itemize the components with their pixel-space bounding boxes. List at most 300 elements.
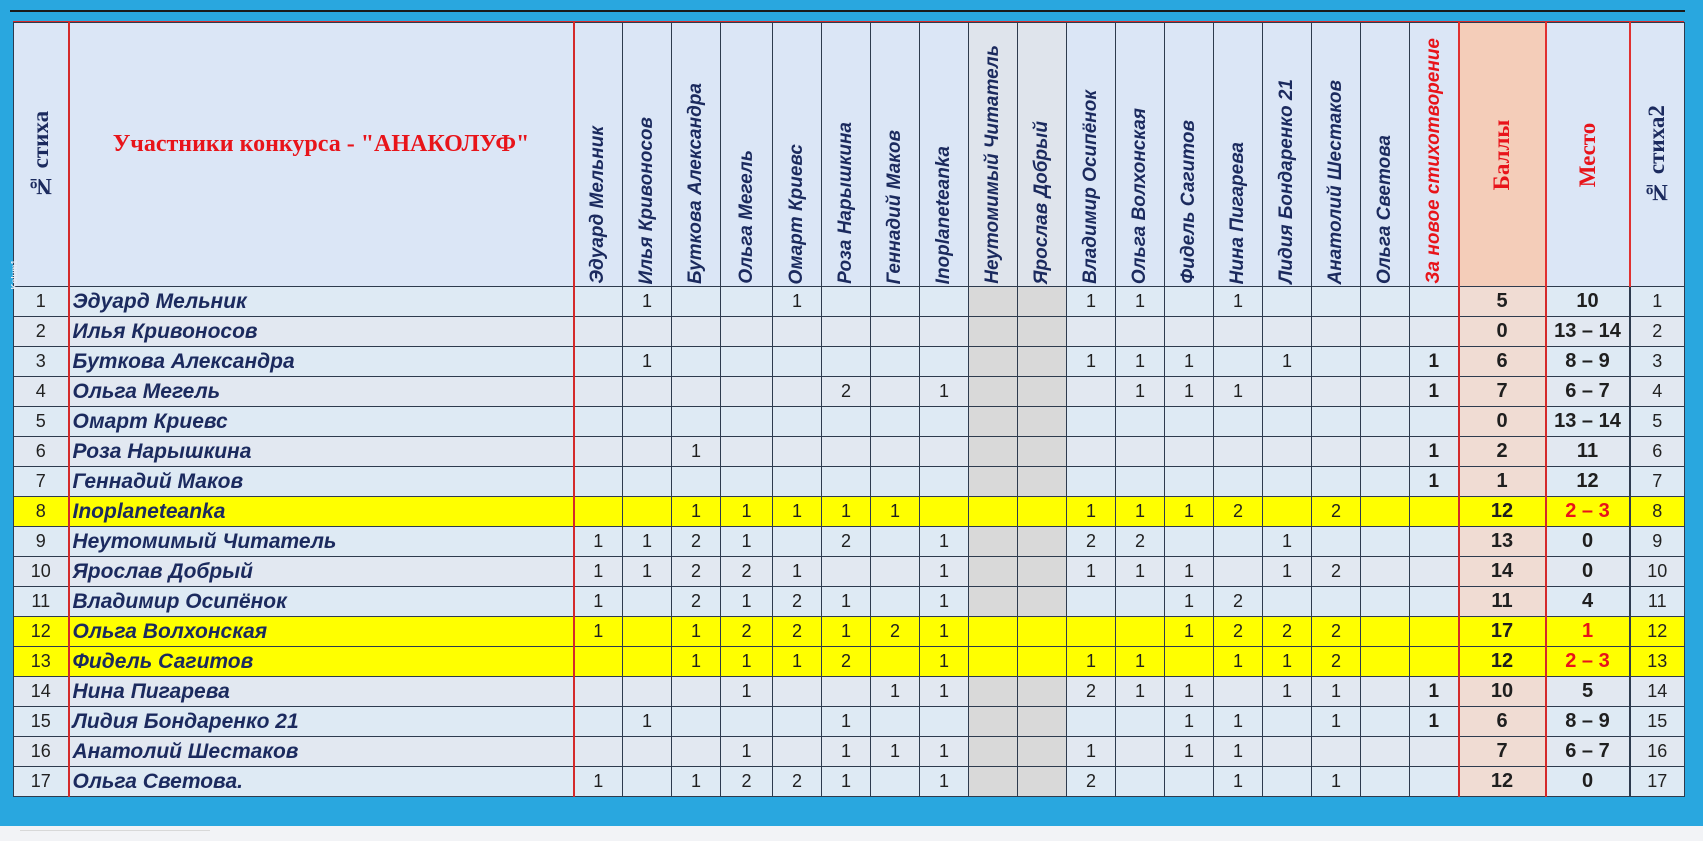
- voter-header-label: Роза Нарышкина: [835, 122, 856, 284]
- vote-cell: [969, 497, 1018, 527]
- vote-cell: [969, 317, 1018, 347]
- voter-header-17: [1361, 23, 1410, 287]
- vote-cell: [1312, 737, 1361, 767]
- vote-cell: 1: [920, 587, 969, 617]
- vote-cell: [822, 437, 871, 467]
- participant-name-cell: Буткова Александра: [69, 347, 574, 377]
- vote-cell: [1214, 407, 1263, 437]
- vote-cell: [574, 737, 623, 767]
- vote-cell: 1: [871, 677, 920, 707]
- vote-cell: 1: [773, 647, 822, 677]
- vote-cell: [920, 437, 969, 467]
- vote-cell: 1: [623, 557, 672, 587]
- header-row: [14, 23, 1685, 287]
- score-cell: 12: [1459, 767, 1546, 797]
- vote-cell: 1: [623, 347, 672, 377]
- vote-cell: 1: [1165, 557, 1214, 587]
- vote-cell: 1: [822, 707, 871, 737]
- vote-cell: [1165, 467, 1214, 497]
- poem-number-cell: 16: [14, 737, 69, 767]
- vote-cell: [822, 317, 871, 347]
- poem-number-cell: 13: [14, 647, 69, 677]
- vote-cell: [1361, 527, 1410, 557]
- vote-cell: [1361, 617, 1410, 647]
- participant-name-cell: Геннадий Маков: [69, 467, 574, 497]
- vote-cell: [1361, 587, 1410, 617]
- poem-number-header-label: № стиха: [27, 110, 53, 199]
- vote-cell: 2: [1067, 677, 1116, 707]
- voter-header-6: [822, 23, 871, 287]
- place-cell: 4: [1546, 587, 1630, 617]
- new-poem-cell: [1410, 407, 1459, 437]
- vote-cell: 1: [773, 497, 822, 527]
- poem-number-cell: 9: [14, 527, 69, 557]
- vote-cell: [1361, 677, 1410, 707]
- place-cell: 2 – 3: [1546, 647, 1630, 677]
- vote-cell: [773, 437, 822, 467]
- vote-cell: 1: [920, 377, 969, 407]
- vote-cell: [721, 347, 773, 377]
- vote-cell: [969, 737, 1018, 767]
- new-poem-cell: [1410, 647, 1459, 677]
- voter-header-label: Неутомимый Читатель: [982, 45, 1003, 284]
- vote-cell: [1018, 707, 1067, 737]
- vote-cell: 1: [920, 677, 969, 707]
- vote-cell: [1263, 287, 1312, 317]
- participant-name-cell: Ольга Светова.: [69, 767, 574, 797]
- vote-cell: 2: [672, 587, 721, 617]
- place-cell: 12: [1546, 467, 1630, 497]
- vote-cell: [574, 497, 623, 527]
- vote-cell: [672, 707, 721, 737]
- voter-header-label: Ольга Волхонская: [1129, 107, 1150, 284]
- voter-header-1: [574, 23, 623, 287]
- vote-cell: [672, 377, 721, 407]
- vote-cell: [1116, 407, 1165, 437]
- vote-cell: [672, 677, 721, 707]
- vote-cell: 1: [1214, 767, 1263, 797]
- vote-cell: 1: [1263, 527, 1312, 557]
- score-cell: 0: [1459, 317, 1546, 347]
- vote-cell: 1: [1116, 647, 1165, 677]
- vote-cell: [1312, 347, 1361, 377]
- vote-cell: 1: [1214, 707, 1263, 737]
- vote-cell: [672, 467, 721, 497]
- vote-cell: 1: [1214, 737, 1263, 767]
- vote-cell: 1: [1067, 647, 1116, 677]
- table-row: [14, 737, 1685, 767]
- vote-cell: 1: [1116, 557, 1165, 587]
- score-cell: 12: [1459, 497, 1546, 527]
- poem-number2-cell: 16: [1630, 737, 1685, 767]
- vote-cell: [623, 407, 672, 437]
- place-cell: 6 – 7: [1546, 737, 1630, 767]
- vote-cell: [1361, 287, 1410, 317]
- place-header: [1546, 23, 1630, 287]
- vote-cell: [871, 287, 920, 317]
- poem-number2-cell: 3: [1630, 347, 1685, 377]
- vote-cell: 2: [1312, 617, 1361, 647]
- vote-cell: [969, 467, 1018, 497]
- new-poem-cell: 1: [1410, 707, 1459, 737]
- contest-title-header: [69, 23, 574, 287]
- voter-header-label: Ольга Мегель: [735, 150, 757, 284]
- vote-cell: [969, 407, 1018, 437]
- score-table-body: [14, 287, 1685, 797]
- participant-name-cell: Эдуард Мельник: [69, 287, 574, 317]
- poem-number2-cell: 6: [1630, 437, 1685, 467]
- vote-cell: [1263, 497, 1312, 527]
- vote-cell: [1018, 437, 1067, 467]
- vote-cell: [822, 287, 871, 317]
- vote-cell: [969, 647, 1018, 677]
- table-row: [14, 347, 1685, 377]
- poem-number-cell: 6: [14, 437, 69, 467]
- vote-cell: 1: [871, 737, 920, 767]
- vote-cell: [1214, 347, 1263, 377]
- vote-cell: [822, 557, 871, 587]
- voter-header-label: Inoplaneteanka: [933, 145, 954, 284]
- score-cell: 5: [1459, 287, 1546, 317]
- vote-cell: [773, 347, 822, 377]
- voter-header-label: Геннадий Маков: [884, 129, 905, 284]
- score-cell: 13: [1459, 527, 1546, 557]
- vote-cell: [969, 437, 1018, 467]
- vote-cell: 1: [721, 497, 773, 527]
- vote-cell: 1: [1116, 347, 1165, 377]
- voter-header-label: Лидия Бондаренко 21: [1276, 79, 1297, 284]
- vote-cell: [1361, 707, 1410, 737]
- participant-name-cell: Анатолий Шестаков: [69, 737, 574, 767]
- vote-cell: [1214, 317, 1263, 347]
- new-poem-cell: 1: [1410, 677, 1459, 707]
- vote-cell: [871, 557, 920, 587]
- poem-number-cell: 8: [14, 497, 69, 527]
- vote-cell: [920, 347, 969, 377]
- score-cell: 7: [1459, 737, 1546, 767]
- poem-number-cell: 3: [14, 347, 69, 377]
- new-poem-cell: [1410, 767, 1459, 797]
- vote-cell: [574, 467, 623, 497]
- new-poem-cell: 1: [1410, 377, 1459, 407]
- place-cell: 0: [1546, 527, 1630, 557]
- vote-cell: [1361, 347, 1410, 377]
- vote-cell: [1018, 737, 1067, 767]
- vote-cell: [1263, 467, 1312, 497]
- score-cell: 7: [1459, 377, 1546, 407]
- place-cell: 11: [1546, 437, 1630, 467]
- vote-cell: 2: [1067, 767, 1116, 797]
- vote-cell: 2: [1214, 497, 1263, 527]
- vote-cell: [1067, 377, 1116, 407]
- poem-number2-cell: 17: [1630, 767, 1685, 797]
- vote-cell: 2: [1312, 557, 1361, 587]
- vote-cell: [1165, 437, 1214, 467]
- vote-cell: [969, 617, 1018, 647]
- vote-cell: [721, 287, 773, 317]
- vote-cell: 1: [574, 587, 623, 617]
- vote-cell: [1312, 287, 1361, 317]
- poem-number-cell: 12: [14, 617, 69, 647]
- vote-cell: [1361, 497, 1410, 527]
- voter-header-9: [969, 23, 1018, 287]
- vote-cell: [871, 647, 920, 677]
- vote-cell: [822, 467, 871, 497]
- vote-cell: [1361, 647, 1410, 677]
- new-poem-cell: [1410, 617, 1459, 647]
- vote-cell: [871, 437, 920, 467]
- vote-cell: 2: [672, 557, 721, 587]
- vote-cell: 1: [920, 767, 969, 797]
- vote-cell: [871, 767, 920, 797]
- vote-cell: [1018, 317, 1067, 347]
- table-row: [14, 647, 1685, 677]
- vote-cell: [1116, 707, 1165, 737]
- vote-cell: 1: [1067, 557, 1116, 587]
- vote-cell: 2: [773, 767, 822, 797]
- place-cell: 2 – 3: [1546, 497, 1630, 527]
- vote-cell: [623, 317, 672, 347]
- vote-cell: 2: [721, 767, 773, 797]
- vote-cell: [1067, 707, 1116, 737]
- vote-cell: [1018, 557, 1067, 587]
- participant-name-cell: Владимир Осипёнок: [69, 587, 574, 617]
- vote-cell: 2: [672, 527, 721, 557]
- vote-cell: 1: [1165, 677, 1214, 707]
- voter-header-label: Владимир Осипёнок: [1080, 90, 1101, 284]
- vote-cell: 2: [1214, 587, 1263, 617]
- vote-cell: 1: [773, 557, 822, 587]
- vote-cell: [1116, 737, 1165, 767]
- vote-cell: [1018, 287, 1067, 317]
- vote-cell: [822, 677, 871, 707]
- vote-cell: [920, 497, 969, 527]
- score-table: [10, 22, 1685, 797]
- score-cell: 14: [1459, 557, 1546, 587]
- voter-header-4: [721, 23, 773, 287]
- new-poem-cell: [1410, 527, 1459, 557]
- score-cell: 12: [1459, 647, 1546, 677]
- new-poem-cell: 1: [1410, 347, 1459, 377]
- poem-number-cell: 10: [14, 557, 69, 587]
- vote-cell: 1: [1165, 737, 1214, 767]
- vote-cell: [1018, 767, 1067, 797]
- vote-cell: [623, 587, 672, 617]
- voter-header-label: Эдуард Мельник: [587, 126, 609, 284]
- new-poem-cell: 1: [1410, 467, 1459, 497]
- vote-cell: [871, 347, 920, 377]
- vote-cell: 2: [1263, 617, 1312, 647]
- vote-cell: 1: [1165, 377, 1214, 407]
- vote-cell: [672, 347, 721, 377]
- vote-cell: 1: [1263, 677, 1312, 707]
- vote-cell: [1312, 467, 1361, 497]
- vote-cell: 1: [623, 527, 672, 557]
- vote-cell: [623, 617, 672, 647]
- vote-cell: [721, 407, 773, 437]
- poem-number2-cell: 2: [1630, 317, 1685, 347]
- vote-cell: [1116, 587, 1165, 617]
- bottom-divider: [20, 830, 210, 831]
- vote-cell: [773, 467, 822, 497]
- new-poem-header: [1410, 23, 1459, 287]
- vote-cell: 2: [773, 587, 822, 617]
- poem-number2-header-label: № стиха2: [1644, 104, 1670, 205]
- vote-cell: 1: [672, 617, 721, 647]
- vote-cell: [623, 467, 672, 497]
- vote-cell: 1: [1165, 497, 1214, 527]
- poem-number-cell: 1: [14, 287, 69, 317]
- new-poem-cell: 1: [1410, 437, 1459, 467]
- vote-cell: 1: [1263, 647, 1312, 677]
- poem-number2-cell: 11: [1630, 587, 1685, 617]
- place-cell: 8 – 9: [1546, 347, 1630, 377]
- vote-cell: [574, 437, 623, 467]
- vote-cell: [1165, 647, 1214, 677]
- vote-cell: [1165, 407, 1214, 437]
- vote-cell: 1: [920, 617, 969, 647]
- table-row: [14, 767, 1685, 797]
- vote-cell: 1: [1312, 707, 1361, 737]
- poem-number2-cell: 9: [1630, 527, 1685, 557]
- vote-cell: [1361, 437, 1410, 467]
- vote-cell: [969, 587, 1018, 617]
- poem-number2-cell: 13: [1630, 647, 1685, 677]
- vote-cell: [1214, 527, 1263, 557]
- new-poem-cell: [1410, 317, 1459, 347]
- vote-cell: [773, 707, 822, 737]
- vote-cell: [1067, 617, 1116, 647]
- vote-cell: 2: [773, 617, 822, 647]
- participant-name-cell: Илья Кривоносов: [69, 317, 574, 347]
- vote-cell: [1116, 437, 1165, 467]
- voter-header-5: [773, 23, 822, 287]
- vote-cell: 1: [822, 497, 871, 527]
- vote-cell: [1312, 317, 1361, 347]
- participant-name-cell: Лидия Бондаренко 21: [69, 707, 574, 737]
- participant-name-cell: Неутомимый Читатель: [69, 527, 574, 557]
- vote-cell: [1263, 587, 1312, 617]
- vote-cell: [574, 677, 623, 707]
- vote-cell: 2: [1214, 617, 1263, 647]
- score-header: [1459, 23, 1546, 287]
- vote-cell: [1165, 317, 1214, 347]
- voter-header-11: [1067, 23, 1116, 287]
- vote-cell: [672, 287, 721, 317]
- score-cell: 6: [1459, 347, 1546, 377]
- vote-cell: [1361, 317, 1410, 347]
- vote-cell: [623, 767, 672, 797]
- vote-cell: [1018, 647, 1067, 677]
- vote-cell: 1: [920, 647, 969, 677]
- vote-cell: 1: [1116, 287, 1165, 317]
- vote-cell: 2: [721, 557, 773, 587]
- vote-cell: 2: [1312, 647, 1361, 677]
- vote-cell: 1: [822, 737, 871, 767]
- vote-cell: [969, 287, 1018, 317]
- place-header-label: Место: [1574, 122, 1600, 187]
- vote-cell: [1361, 467, 1410, 497]
- vote-cell: [871, 587, 920, 617]
- vote-cell: [920, 287, 969, 317]
- vote-cell: [1067, 407, 1116, 437]
- poem-number2-cell: 15: [1630, 707, 1685, 737]
- vote-cell: [574, 647, 623, 677]
- vote-cell: [1165, 527, 1214, 557]
- vote-cell: [1116, 767, 1165, 797]
- poem-number-cell: 17: [14, 767, 69, 797]
- voter-header-label: Ольга Светова: [1374, 135, 1395, 284]
- vote-cell: [721, 707, 773, 737]
- vote-cell: [721, 467, 773, 497]
- vote-cell: [1018, 407, 1067, 437]
- vote-cell: 1: [672, 437, 721, 467]
- vote-cell: [1263, 377, 1312, 407]
- vote-cell: [721, 377, 773, 407]
- voter-header-16: [1312, 23, 1361, 287]
- vote-cell: [773, 377, 822, 407]
- new-poem-header-label: За новое стихотворение: [1422, 38, 1444, 284]
- vote-cell: 1: [1312, 767, 1361, 797]
- column-tag-label: Kolum1: [10, 260, 19, 290]
- poem-number2-cell: 8: [1630, 497, 1685, 527]
- vote-cell: [1312, 527, 1361, 557]
- vote-cell: [1018, 347, 1067, 377]
- table-row: [14, 287, 1685, 317]
- vote-cell: 1: [721, 647, 773, 677]
- vote-cell: 2: [721, 617, 773, 647]
- vote-cell: 2: [822, 647, 871, 677]
- vote-cell: 2: [1312, 497, 1361, 527]
- voter-header-8: [920, 23, 969, 287]
- vote-cell: [574, 407, 623, 437]
- poem-number2-header: [1630, 23, 1685, 287]
- place-cell: 0: [1546, 557, 1630, 587]
- vote-cell: [1067, 467, 1116, 497]
- participant-name-cell: Inoplaneteanka: [69, 497, 574, 527]
- vote-cell: 1: [574, 617, 623, 647]
- poem-number2-cell: 12: [1630, 617, 1685, 647]
- table-row: [14, 557, 1685, 587]
- new-poem-cell: [1410, 497, 1459, 527]
- vote-cell: [574, 707, 623, 737]
- vote-cell: [1214, 437, 1263, 467]
- voter-header-label: Буткова Александра: [685, 83, 706, 284]
- vote-cell: 1: [1214, 647, 1263, 677]
- vote-cell: [623, 737, 672, 767]
- new-poem-cell: [1410, 737, 1459, 767]
- vote-cell: [1263, 437, 1312, 467]
- score-cell: 1: [1459, 467, 1546, 497]
- vote-cell: 1: [623, 707, 672, 737]
- participant-name-cell: Ольга Мегель: [69, 377, 574, 407]
- vote-cell: [1361, 767, 1410, 797]
- vote-cell: 1: [1214, 377, 1263, 407]
- vote-cell: 1: [920, 557, 969, 587]
- score-cell: 0: [1459, 407, 1546, 437]
- vote-cell: [969, 677, 1018, 707]
- vote-cell: [1312, 587, 1361, 617]
- poem-number-cell: 2: [14, 317, 69, 347]
- vote-cell: 1: [822, 587, 871, 617]
- vote-cell: 1: [822, 617, 871, 647]
- vote-cell: [623, 497, 672, 527]
- vote-cell: [1018, 617, 1067, 647]
- table-row: [14, 407, 1685, 437]
- vote-cell: [1361, 407, 1410, 437]
- poem-number2-cell: 4: [1630, 377, 1685, 407]
- vote-cell: 1: [721, 677, 773, 707]
